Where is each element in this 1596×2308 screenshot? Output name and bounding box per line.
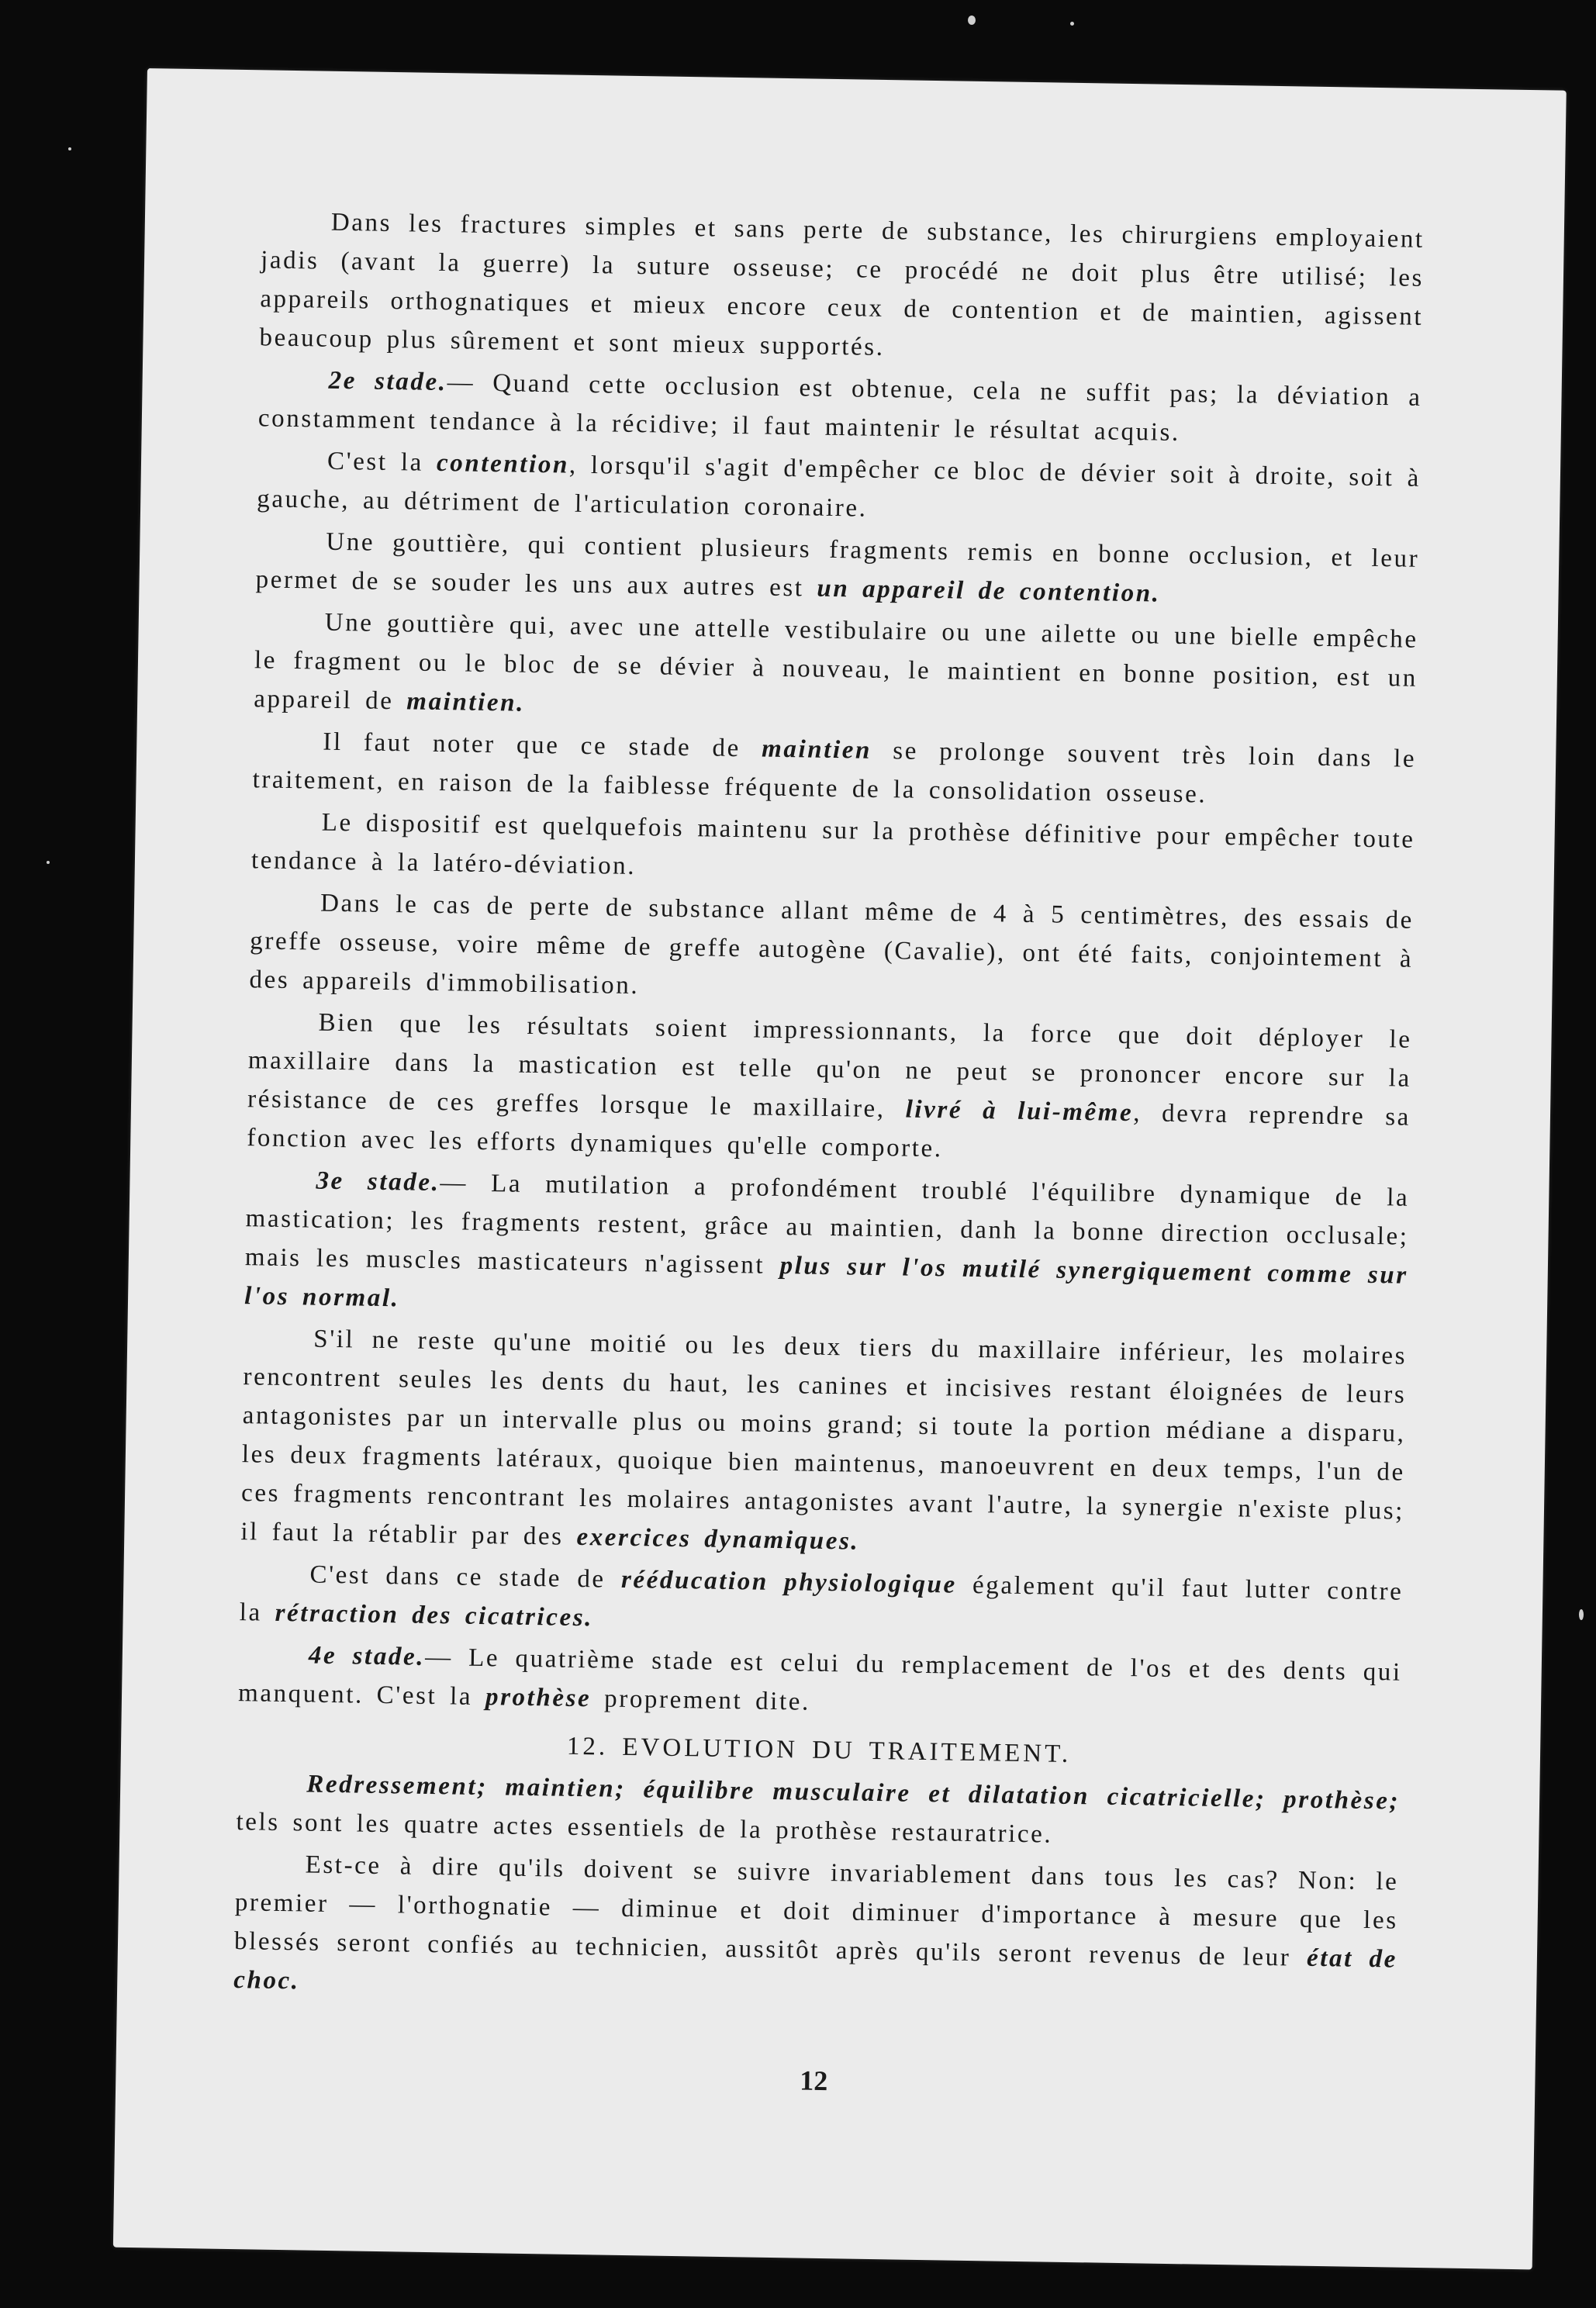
emphasis-text: plus sur l'os mutilé synergiquement comme sur l'os normal. [244,1252,1409,1313]
text-run: se prolonge souvent très loin dans le traitement, en raison de la faiblesse fréquente de la consolidation osseuse. [252,736,1417,809]
paragraph [236,1764,1400,1860]
scan-speck [68,147,71,150]
text-run: Une gouttière, qui contient plusieurs fragments remis en bonne occlusion, et leur permet de se souder les uns aux autres est [255,527,1420,603]
text-run: Est-ce à dire qu'ils doivent se suivre invariablement dans tous les cas? Non: le premier — l'orthognatie — diminue et doit diminuer d'importance à mesure que les blessés seront confiés au technicien, aussitôt après qu'ils seront revenus de leur [233,1850,1399,1972]
text-run: Bien que les résultats soient impressionnants, la force que doit déployer le maxillaire dans la mastication est telle qu'on ne peut se prononcer encore sur la résistance de ces greffes lorsque le maxillaire, [247,1008,1412,1124]
emphasis-text: 4e stade. [308,1641,426,1671]
text-run: également qu'il faut lutter contre la [239,1570,1404,1627]
text-run: S'il ne reste qu'une moitié ou les deux tiers du maxillaire inférieur, les molaires rencontrent seules les dents du haut, les canines et incisives restant éloignées de leurs antagonistes par un intervalle plus ou moins grand; si toute la portion médiane a disparu, les deux fragments latéraux, quoique bien maintenus, manoeuvrent en deux temps, l'un de ces fragments rencontrant les molaires antagonistes avant l'autre, la synergie n'existe plus; il faut la rétablir par des [240,1325,1408,1551]
paragraph [233,1844,1399,2018]
emphasis-text: rétraction des cicatrices. [275,1598,594,1633]
text-run: Il faut noter que ce stade de [323,727,762,763]
text-run: tels sont les quatre actes essentiels de la prothèse restauratrice. [236,1808,1053,1849]
paragraph [258,360,1422,456]
emphasis-text: maintien. [406,687,526,717]
text-run: , devra reprendre sa fonction avec les efforts dynamiques qu'elle comporte. [247,1099,1411,1163]
emphasis-text: rééducation physiologique [620,1565,958,1599]
paragraph [244,1160,1410,1334]
scan-speck [1070,22,1074,26]
paragraph [255,521,1419,617]
emphasis-text: Redressement; maintien; équilibre musculaire et dilatation cicatricielle; prothèse; [306,1770,1401,1816]
text-run: 12. EVOLUTION DU TRAITEMENT. [566,1732,1072,1768]
scan-speck [1579,1609,1584,1620]
text-run: — Le quatrième stade est celui du remplacement de l'os et des dents qui manquent. C'est la [237,1643,1402,1712]
scan-speck [968,16,976,25]
emphasis-text: livré à lui-même [905,1095,1134,1128]
text-run: Une gouttière qui, avec une attelle vestibulaire ou une ailette ou une bielle empêche le fragment ou le bloc de se dévier à nouveau, le maintient en bonne position, est un appareil de [253,608,1418,716]
paragraph [240,1318,1408,1570]
emphasis-text: 3e stade. [316,1166,440,1197]
page-number: 12 [800,2064,828,2097]
text-run: C'est dans ce stade de [309,1560,622,1594]
paragraph [239,1554,1403,1650]
text-run: — Quand cette occlusion est obtenue, cela ne suffit pas; la déviation a constamment tendance à la récidive; il faut maintenir le résultat acquis. [257,368,1422,447]
emphasis-text: exercices dynamiques. [576,1522,860,1556]
text-run: Dans le cas de perte de substance allant même de 4 à 5 centimètres, des essais de greffe osseuse, voire même de greffe autogène (Cavalie), ont été faits, conjointement à des appareils d'immobilisation. [249,889,1415,1000]
paragraph [259,202,1425,375]
paragraph [251,802,1415,898]
text-run: — La mutilation a profondément troublé l'équilibre dynamique de la mastication; les fragments restent, grâce au maintien, danh la bonne direction occlusale; mais les muscles masticateurs n'agissent [244,1169,1410,1280]
paragraph [252,721,1416,817]
scan-speck [47,861,50,864]
text-run: C'est la [326,447,437,477]
text-run: Le dispositif est quelquefois maintenu sur la prothèse définitive pour empêcher toute tendance à la latéro-déviation. [250,808,1415,881]
emphasis-text: maintien [761,734,872,765]
paragraph [257,441,1421,537]
paragraph [247,1002,1412,1176]
emphasis-text: état de choc. [233,1943,1398,1995]
text-run: proprement dite. [591,1684,811,1716]
emphasis-text: contention [436,448,570,479]
emphasis-text: prothèse [485,1683,592,1713]
text-run: , lorsqu'il s'agit d'empêcher ce bloc de dévier soit à droite, soit à gauche, au détriment de l'articulation coronaire. [257,451,1422,523]
paragraph [249,883,1414,1018]
emphasis-text: 2e stade. [328,366,447,397]
document-page [113,68,1567,2269]
paragraph [238,1635,1402,1731]
emphasis-text: un appareil de contention. [817,574,1161,608]
body-text [233,202,1425,2020]
text-run: Dans les fractures simples et sans perte de substance, les chirurgiens employaient jadis (avant la guerre) la suture osseuse; ce procédé ne doit plus être utilisé; les appareils orthognatiques et mieux encore ceux de contention et de maintien, agissent beaucoup plus sûrement et sont mieux supportés. [259,208,1425,361]
paragraph [254,602,1418,737]
